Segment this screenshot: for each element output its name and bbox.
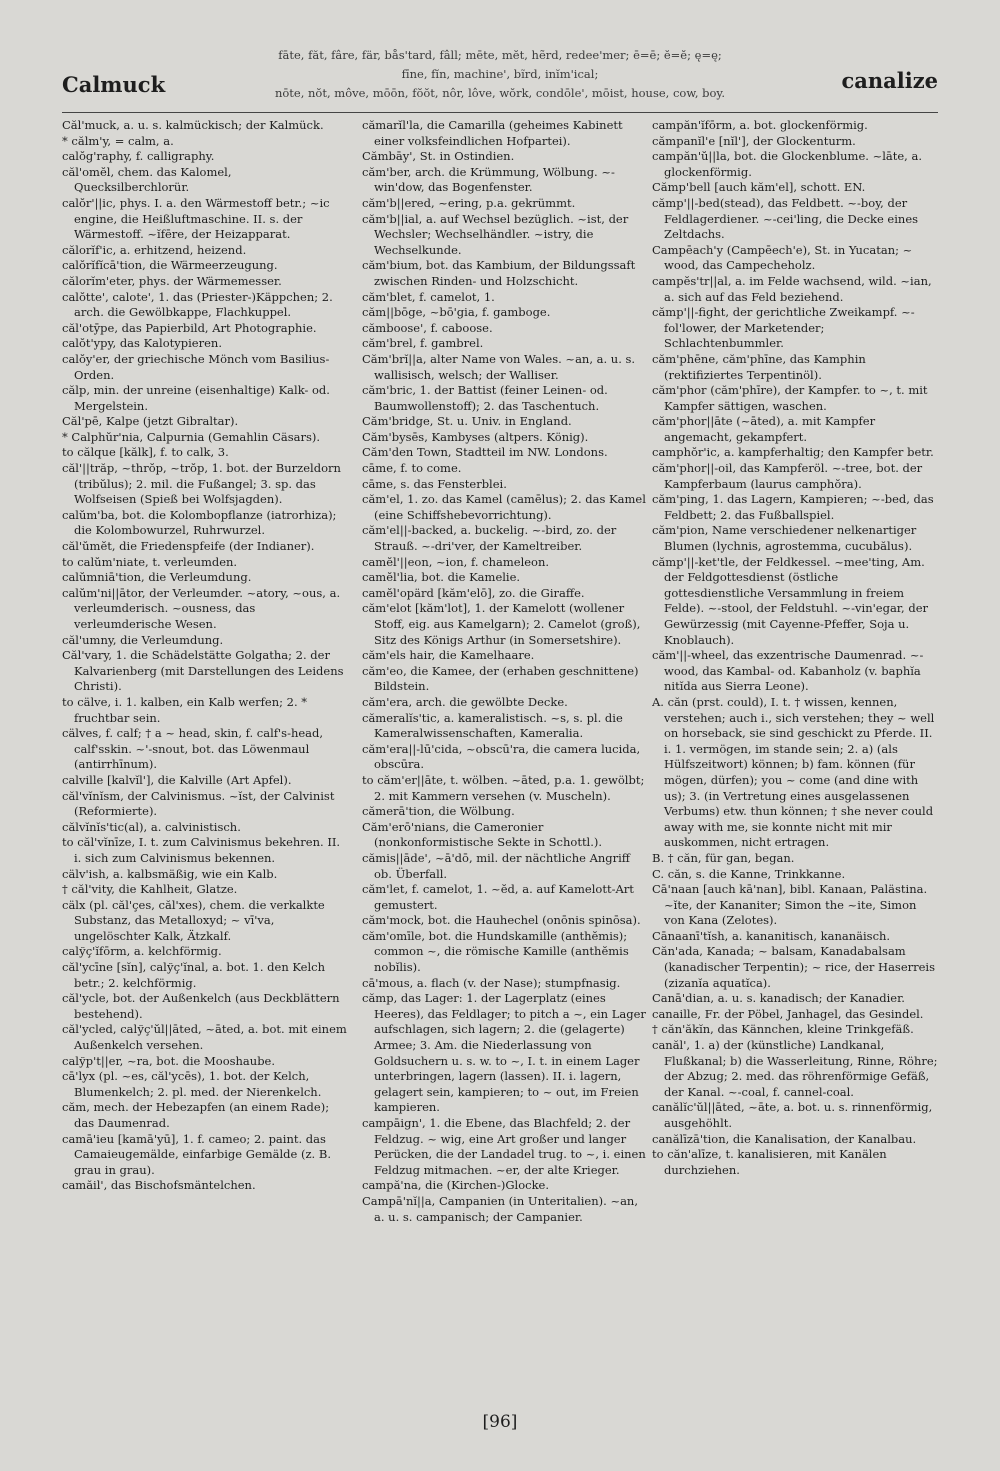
dictionary-entry: † căl'vity, die Kahlheit, Glatze. — [62, 882, 238, 897]
column-3 — [652, 118, 938, 1408]
dictionary-entry: căm'ping, 1. das Lagern, Kampieren; ~-bed, das Feldbett; 2. das Fußballspiel. — [652, 492, 934, 522]
dictionary-entry: calўç'ĭfōrm, a. kelchförmig. — [62, 944, 222, 959]
pronunciation-key-line: nōte, nŏt, môve, mōōn, fŏŏt, nôr, lôve, wŏrk, condōle', mōist, house, cow, boy. — [274, 86, 726, 100]
dictionary-entry: Cā'naan [auch kā'nan], bibl. Kanaan, Palästina. ~ĭte, der Kananiter; Simon the ~ite, Simon von Kana (Zelotes). — [652, 882, 928, 928]
dictionary-entry: căl'omĕl, chem. das Kalomel, Quecksilberchlorür. — [62, 164, 232, 195]
dictionary-entry: căm'b||ered, ~ering, p.a. gekrümmt. — [362, 195, 576, 210]
column-2 — [362, 118, 648, 1408]
dictionary-entry: căm, mech. der Hebezapfen (an einem Rade); das Daumenrad. — [62, 1100, 330, 1130]
dictionary-entry: canălĭc'ŭl||āted, ~āte, a. bot. u. s. rinnenförmig, ausgehöhlt. — [652, 1100, 933, 1130]
dictionary-entry: Căl'vary, 1. die Schädelstätte Golgatha; 2. der Kalvarienberg (mit Darstellungen des Leidens Christi). — [62, 648, 344, 694]
dictionary-entry: căl'otȳpe, das Papierbild, Art Photographie. — [62, 320, 317, 335]
dictionary-entry: căl'ŭmĕt, die Friedenspfeife (der Indianer). — [62, 539, 315, 554]
dictionary-entry: cā'lyx (pl. ~es, căl'ycēs), 1. bot. der Kelch, Blumenkelch; 2. pl. med. der Nierenkelch. — [62, 1069, 322, 1099]
dictionary-entry: calŏr'||ic, phys. I. a. den Wärmestoff betr.; ~ic engine, die Heißluftmaschine. II. s. der Wärmestoff. ~ĭfēre, der Heizapparat. — [62, 195, 330, 242]
dictionary-entry: căm'phor (căm'phīre), der Kampfer. to ~, t. mit Kampfer sättigen, waschen. — [652, 383, 928, 413]
dictionary-entry: căm'bium, bot. das Kambium, der Bildungssaft zwischen Rinden- und Holzschicht. — [362, 258, 636, 288]
dictionary-entry: căm'bric, 1. der Battist (feiner Leinen- od. Baumwollenstoff); 2. das Taschentuch. — [362, 383, 608, 413]
dictionary-entry: † căn'ăkĭn, das Kännchen, kleine Trinkgefäß. — [652, 1022, 914, 1037]
dictionary-entry: Căm'bysēs, Kambyses (altpers. König). — [362, 429, 589, 444]
dictionary-entry: căl'umny, die Verleumdung. — [62, 632, 224, 647]
dictionary-entry: to călque [kălk], f. to calk, 3. — [62, 445, 229, 460]
dictionary-entry: * călm'y, = calm, a. — [62, 133, 174, 148]
dictionary-entry: calŏt'ypy, das Kalotypieren. — [62, 336, 222, 351]
column-1 — [62, 118, 348, 1408]
dictionary-entry: cămp'||-ket'tle, der Feldkessel. ~mee'ting, Am. der Feldgottesdienst (östliche gottesdienstliche Versammlung in freiem Felde). ~-stool, der Feldstuhl. ~-vin'egar, der Gewürzessig (mit Cayenne-Pfeffer, Soja u. Knoblauch). — [652, 554, 929, 647]
dictionary-entry: calŭmniā'tion, die Verleumdung. — [62, 570, 252, 585]
dictionary-entry: * Calphŭr'nia, Calpurnia (Gemahlin Cäsars). — [62, 429, 321, 444]
dictionary-entry: căm'||-wheel, das exzentrische Daumenrad. ~-wood, das Kambal- od. Kabanholz (v. baphĭa nitĭda aus Sierra Leone). — [652, 648, 924, 694]
dictionary-entry: to căm'er||āte, t. wölben. ~āted, p.a. 1. gewölbt; 2. mit Kammern versehen (v. Muscheln). — [362, 772, 645, 803]
dictionary-entry: calŭm'ni||ātor, der Verleumder. ~atory, ~ous, a. verleumderisch. ~ousness, das verleumderische Wesen. — [62, 585, 341, 631]
dictionary-entry: campāign', 1. die Ebene, das Blachfeld; 2. der Feldzug. ~ wig, eine Art großer und langer Perücken, die der Landadel trug. to ~, i. einen Feldzug mitmachen. ~er, der alte Krieger. — [362, 1116, 646, 1177]
dictionary-entry: căm'pion, Name verschiedener nelkenartiger Blumen (lychnis, agrostemma, cucubălus). — [652, 523, 917, 554]
dictionary-entry: campăn'ŭ||la, bot. die Glockenblume. ~lāte, a. glockenförmig. — [652, 149, 923, 179]
dictionary-entry: cā'mous, a. flach (v. der Nase); stumpfnasig. — [362, 975, 621, 990]
dictionary-entry: căm||bōge, ~bō'gia, f. gamboge. — [362, 305, 551, 320]
dictionary-entry: Cānaanī'tĭsh, a. kananitisch, kananäisch. — [652, 928, 891, 943]
dictionary-entry: C. căn, s. die Kanne, Trinkkanne. — [652, 866, 846, 881]
dictionary-entry: to calŭm'niate, t. verleumden. — [62, 554, 238, 569]
dictionary-entry: to cälve, i. 1. kalben, ein Kalb werfen; 2. * fruchtbar sein. — [62, 694, 308, 725]
header-rule — [62, 112, 938, 113]
dictionary-entry: campăn'ĭfōrm, a. bot. glockenförmig. — [652, 118, 868, 132]
dictionary-entry: căm'elot [kăm'lot], 1. der Kamelott (wollener Stoff, eig. aus Kamelgarn); 2. Camelot (groß), Sitz des Königs Arthur (in Somersetshire). — [362, 601, 641, 647]
dictionary-entry: căm'mock, bot. die Hauhechel (onōnis spinōsa). — [362, 913, 641, 928]
dictionary-entry: călvĭnĭs'tic(al), a. calvinistisch. — [62, 819, 241, 834]
dictionary-entry: căm'blet, f. camelot, 1. — [362, 289, 495, 304]
dictionary-entry: cămis||āde', ~ā'dō, mil. der nächtliche Angriff ob. Überfall. — [362, 850, 630, 881]
dictionary-entry: camăil', das Bischofsmäntelchen. — [62, 1178, 256, 1193]
dictionary-entry: canaille, Fr. der Pöbel, Janhagel, das Gesindel. — [652, 1006, 924, 1021]
dictionary-entry: calўp't||er, ~ra, bot. die Mooshaube. — [62, 1053, 276, 1068]
dictionary-entry: campĕs'tr||al, a. im Felde wachsend, wild. ~ian, a. sich auf das Feld beziehend. — [652, 273, 932, 304]
dictionary-entry: căl'ycīne [sĭn], calўç'ĭnal, a. bot. 1. den Kelch betr.; 2. kelchförmig. — [62, 960, 326, 990]
dictionary-entry: camā'ieu [kamā'yū], 1. f. cameo; 2. paint. das Camaieugemälde, einfarbige Gemälde (z. B. grau in grau). — [62, 1131, 331, 1177]
page-number: [96] — [482, 1412, 518, 1432]
dictionary-entry: cămp, das Lager: 1. der Lagerplatz (eines Heeres), das Feldlager; to pitch a ~, ein Lager aufschlagen, sich lagern; 2. die (gelagerte) Armee; 3. Am. die Niederlassung von Goldsuchern u. s. w. to ~, I. t. in einem Lager unterbringen, lagern (lassen). II. i. lagern, gelagert sein, kampieren; to ~ out, im Freien kampieren. — [362, 991, 646, 1115]
dictionary-entry: căm'era, arch. die gewölbte Decke. — [362, 694, 568, 709]
dictionary-entry: Campēach'y (Campēech'e), St. in Yucatan; ~ wood, das Campecheholz. — [652, 242, 913, 273]
dictionary-entry: căm'omīle, bot. die Hundskamille (anthĕmis); common ~, die römische Kamille (anthĕmis nobĭlis). — [362, 928, 629, 975]
dictionary-entry: cămp'||-bed(stead), das Feldbett. ~-boy, der Feldlagerdiener. ~-cei'ling, die Decke eines Zeltdachs. — [652, 195, 919, 242]
dictionary-entry: căm'brel, f. gambrel. — [362, 336, 484, 351]
dictionary-entry: calŏrĭfĭcā'tion, die Wärmeerzeugung. — [62, 258, 278, 273]
dictionary-entry: Cămp'bell [auch kăm'el], schott. EN. — [652, 180, 866, 195]
guide-word-left: Calmuck — [62, 72, 166, 97]
dictionary-entry: canăl', 1. a) der (künstliche) Landkanal, Flußkanal; b) die Wasserleitung, Rinne, Röhre; der Abzug; 2. med. das röhrenförmige Gefäß, der Kanal. ~-coal, f. cannel-coal. — [652, 1038, 938, 1099]
dictionary-entry: Canā'dian, a. u. s. kanadisch; der Kanadier. — [652, 991, 905, 1006]
dictionary-entry: Căm'bridge, St. u. Univ. in England. — [362, 414, 572, 429]
dictionary-entry: Căm'erō'nians, die Cameronier (nonkonformistische Sekte in Schottl.). — [362, 819, 603, 850]
dictionary-entry: calŏtte', calote', 1. das (Priester-)Käppchen; 2. arch. die Gewölbkappe, Flachkuppel. — [62, 289, 333, 320]
dictionary-entry: căm'phēne, căm'phīne, das Kamphin (rektifiziertes Terpentinöl). — [652, 351, 866, 382]
dictionary-entry: căm'let, f. camelot, 1. ~ĕd, a. auf Kamelott-Art gemustert. — [362, 882, 634, 912]
dictionary-entry: cămarĭl'la, die Camarilla (geheimes Kabinett einer volksfeindlichen Hofpartei). — [362, 118, 623, 148]
dictionary-entry: călp, min. der unreine (eisenhaltige) Kalk- od. Mergelstein. — [62, 383, 330, 413]
dictionary-entry: căm'phor||āte (~āted), a. mit Kampfer angemacht, gekampfert. — [652, 414, 876, 444]
dictionary-entry: căm'els hair, die Kamelhaare. — [362, 648, 535, 663]
dictionary-entry: calŭm'ba, bot. die Kolombopflanze (iatrorhiza); die Kolombowurzel, Ruhrwurzel. — [62, 507, 337, 538]
dictionary-entry: cămboose', f. caboose. — [362, 320, 493, 335]
dictionary-entry: Cămbāy', St. in Ostindien. — [362, 149, 515, 164]
dictionary-entry: cămp'||-fight, der gerichtliche Zweikampf. ~-fol'lower, der Marketender; Schlachtenbummler. — [652, 305, 915, 351]
dictionary-entry: Căm'brĭ||a, alter Name von Wales. ~an, a. u. s. wallisisch, welsch; der Walliser. — [362, 351, 636, 382]
dictionary-entry: căm'eo, die Kamee, der (erhaben geschnittene) Bildstein. — [362, 663, 639, 694]
pronunciation-key-line: fāte, făt, fâre, fär, bås'tard, fâll; mēte, mĕt, hẽrd, redee'mer; ē=ē; ĕ=ĕ; ę=ę; — [278, 48, 722, 62]
dictionary-entry: căm'el, 1. zo. das Kamel (camēlus); 2. das Kamel (eine Schiffshebevorrichtung). — [362, 492, 646, 522]
dictionary-entry: camĕl'lia, bot. die Kamelie. — [362, 570, 521, 585]
dictionary-entry: căl'ycled, calўç'ŭl||āted, ~āted, a. bot. mit einem Außenkelch versehen. — [62, 1022, 347, 1053]
dictionary-entry: Căn'ada, Kanada; ~ balsam, Kanadabalsam (kanadischer Terpentin); ~ rice, der Haserreis (zizanĭa aquatĭca). — [652, 944, 936, 990]
dictionary-entry: cămpanĭl'e [nĭl'], der Glockenturm. — [652, 133, 856, 148]
dictionary-entry: Căl'muck, a. u. s. kalmückisch; der Kalmück. — [62, 118, 324, 132]
dictionary-entry: cămeralĭs'tic, a. kameralistisch. ~s, s. pl. die Kameralwissenschaften, Kameralia. — [362, 710, 623, 741]
dictionary-entry: A. căn (prst. could), I. t. † wissen, kennen, verstehen; auch i., sich verstehen; they ~ well on horseback, sie sind geschickt zu Pferde. II. i. 1. vermögen, im stande sein; 2. a) (als Hülfszeitwort) können; b) fam. können (für mögen, dürfen); you ~ come (and dine with us); 3. (in Vertretung eines ausgelassenen Verbums) etw. thun können; † she never could away with me, sie konnte nicht mit mir auskommen, nicht ertragen. — [652, 694, 935, 850]
dictionary-entry: cälv'ish, a. kalbsmäßig, wie ein Kalb. — [62, 866, 278, 881]
dictionary-entry: călorĭf'ic, a. erhitzend, heizend. — [62, 242, 247, 257]
dictionary-entry: calŏy'er, der griechische Mönch vom Basilius-Orden. — [62, 351, 330, 382]
pronunciation-key — [215, 46, 785, 103]
dictionary-entry: campă'na, die (Kirchen-)Glocke. — [362, 1178, 549, 1193]
dictionary-entry: căm'el||-backed, a. buckelig. ~-bird, zo. der Strauß. ~-dri'ver, der Kameltreiber. — [362, 523, 617, 554]
dictionary-entry: Căl'pē, Kalpe (jetzt Gibraltar). — [62, 414, 239, 429]
pronunciation-key-line: fīne, fĭn, machine', bĩrd, inĭm'ical; — [401, 67, 599, 81]
guide-word-right: canalize — [841, 68, 938, 93]
dictionary-entry: căm'era||-lū'cida, ~obscū'ra, die camera lucida, obscūra. — [362, 741, 641, 772]
dictionary-entry: călorĭm'eter, phys. der Wärmemesser. — [62, 273, 282, 288]
dictionary-entry: B. † căn, für gan, began. — [652, 850, 795, 865]
dictionary-entry: calville [kalvĭl'], die Kalville (Art Apfel). — [62, 772, 292, 787]
dictionary-entry: calŏg'raphy, f. calligraphy. — [62, 149, 215, 164]
dictionary-entry: to căn'alīze, t. kanalisieren, mit Kanälen durchziehen. — [652, 1147, 887, 1177]
dictionary-entry: căm'ber, arch. die Krümmung, Wölbung. ~-win'dow, das Bogenfenster. — [362, 164, 615, 195]
dictionary-entry: căm'phor||-oil, das Kampferöl. ~-tree, bot. der Kampferbaum (laurus camphŏra). — [652, 461, 923, 491]
dictionary-entry: cămerā'tion, die Wölbung. — [362, 804, 515, 819]
dictionary-entry: căl'||trăp, ~thrŏp, ~trŏp, 1. bot. der Burzeldorn (tribŭlus); 2. mil. die Fußangel; 3. sp. das Wolfseisen (Spieß bei Wolfsjagden). — [62, 461, 341, 507]
dictionary-entry: camĕl'||eon, ~ion, f. chameleon. — [362, 554, 550, 569]
dictionary-entry: cāme, s. das Fensterblei. — [362, 476, 507, 491]
dictionary-entry: căl'vĭnĭsm, der Calvinismus. ~ĭst, der Calvinist (Reformierte). — [62, 788, 335, 819]
dictionary-entry: cälx (pl. căl'çes, căl'xes), chem. die verkalkte Substanz, das Metalloxyd; ~ vī'va, ungelöschter Kalk, Ätzkalf. — [62, 897, 325, 943]
dictionary-entry: camphŏr'ic, a. kampferhaltig; den Kampfer betr. — [652, 445, 934, 460]
dictionary-entry: to căl'vĭnīze, I. t. zum Calvinismus bekehren. II. i. sich zum Calvinismus bekennen. — [62, 835, 341, 865]
dictionary-entry: căm'b||ial, a. auf Wechsel bezüglich. ~ist, der Wechsler; Wechselhändler. ~istry, die Wechselkunde. — [362, 211, 629, 257]
dictionary-entry: camĕl'opärd [kăm'elō], zo. die Giraffe. — [362, 585, 585, 600]
dictionary-entry: Campā'nĭ||a, Campanien (in Unteritalien). ~an, a. u. s. campanisch; der Campanier. — [362, 1193, 638, 1224]
dictionary-entry: Căm'den Town, Stadtteil im NW. Londons. — [362, 445, 608, 460]
dictionary-entry: cāme, f. to come. — [362, 461, 462, 476]
dictionary-entry: căl'ycle, bot. der Außenkelch (aus Deckblättern bestehend). — [62, 991, 340, 1021]
dictionary-entry: canălīzā'tion, die Kanalisation, der Kanalbau. — [652, 1131, 917, 1146]
dictionary-entry: cälves, f. calf; † a ~ head, skin, f. calf's-head, calf'sskin. ~'-snout, bot. das Löwenmaul (antirrhīnum). — [62, 726, 324, 772]
